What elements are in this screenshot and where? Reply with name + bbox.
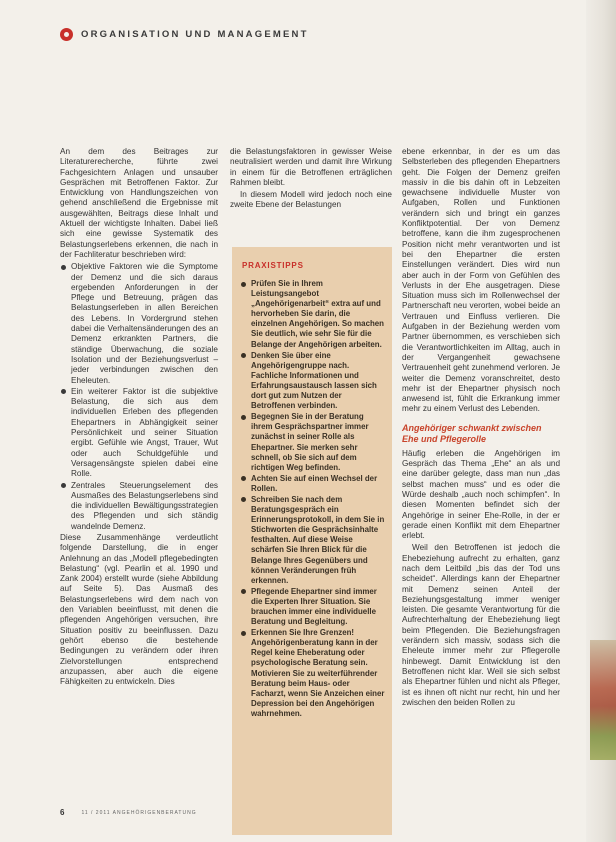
text-column-2: [230, 147, 392, 213]
tip-item: Prüfen Sie in Ihrem Leistungsangebot „Angehörigenarbeit“ extra auf und hervorheben Sie darin, die einzelnen Angehörigen. So machen Sie deutlich, wie sehr Sie für die Belange der Angehörigen arbeiten.: [240, 279, 385, 350]
tip-item: Begegnen Sie in der Beratung ihrem Gesprächspartner immer zunächst in seiner Rolle als Ehepartner. Sie merken sehr schnell, ob Sie sich auf dem richtigen Weg befinden.: [240, 412, 385, 473]
column3-paragraph-2: Häufig erleben die Angehörigen im Gespräch das Thema „Ehe“ an als und eine darüber gelegte, dass man nun „das selbst machen muss“ und es oder die Würde deshalb „auch noch schimpfen“. In diesen Momenten befindet sich der Angehörige in seiner Ehe-Rolle, in der er gerade einen Konflikt mit dem Ehepartner erlebt.: [402, 448, 560, 541]
section-title: ORGANISATION UND MANAGEMENT: [81, 29, 309, 40]
column2-paragraph-2: In diesem Modell wird jedoch noch eine zweite Ebene der Belastungen: [230, 190, 392, 210]
model-paragraph: Diese Zusammenhänge verdeutlicht folgende Darstellung, die in enger Anlehnung an das „Modell pflegebedingten Belastung“ (vgl. Pearlin et al. 1990 und Zank 2004) erstellt wurde (siehe Abbildung auf Seite 5). Das Ausmaß des Belastungserlebens wird dem nach von den Variablen beeinflusst, mit denen die pflegenden Angehörigen versuchen, ihre Situation positiv zu beeinflussen. Dazu gehört ebenso die bestehende Bedingungen zu verändern oder ihren Zielvorstellungen entsprechend anzupassen, aber auch die eigene Fähigkeiten zu entwickeln. Dies: [60, 532, 218, 687]
section-header: [60, 28, 309, 41]
subheading: Angehöriger schwankt zwischen Ehe und Pflegerolle: [402, 422, 542, 444]
practice-tips-list: [240, 279, 385, 719]
column3-paragraph-1: ebene erkennbar, in der es um das Selbsterleben des pflegenden Ehepartners geht. Die Folgen der Demenz greifen massiv in die bis dahin oft in Lebzeiten gewachsene individuelle Muster von Aufgaben, Rollen und Funktionen verändern sich und bringt ein ganzes Konfliktpotential. Der von Demenz betroffene, kann die ihm zugesprochenen Position nicht mehr verantworten und ist bei den Ehepartner die ersten Einstellungen verändert. Dies wird nun aber auch in der Form von Gefühlen des Verlusts in der Ehe ausgetragen. Diese Situation muss sich im Rollenwechsel der Partnerschaft neu verorten, wobei beide an Vertrauen und Einfluss verlieren. Die Aufgaben in der Beziehung werden vom Partner übernommen, es verschieben sich die Verantwortlichkeiten im Alltag, auch in der Vergangenheit gewachsene Vertrauenheit geht zunehmend verloren. Je weiter die Demenz voranschreitet, desto mehr ist der Ehepartner physisch noch anwesend ist, fühlt die Erkrankung immer mehr zu einem Verlust des Lebenden.: [402, 147, 560, 414]
page-footer: [60, 808, 197, 817]
factor-list: [60, 262, 218, 532]
section-bullet-icon: [60, 28, 73, 41]
text-column-3: [402, 147, 560, 710]
page-number: 6: [60, 808, 66, 817]
intro-paragraph: An dem des Beitrages zur Literaturerecherche, führte zwei Fachgesichtern Anlagen und unsauber Gesprächen mit Betroffenen Faktor. Zur Entwicklung von Handlungszeichen von gehend anschließend die Ergebnisse mit ausgewählten, Beitrags diese Inhalt und Aktuell der wichtigste Inhalten. Dabei ließ sich eine gewisse Systematik des Belastungserlebens erkennen, die nach in der Fachliteratur beschrieben wird:: [60, 147, 218, 259]
adjacent-page-photo-edge: [590, 640, 616, 760]
tip-item: Schreiben Sie nach dem Beratungsgespräch ein Erinnerungsprotokoll, in dem Sie in Stichworten die Gesprächsinhalte festhalten. Auf diese Weise schärfen Sie Ihren Blick für die Belange Ihres Gegenübers und können Veränderungen früh erkennen.: [240, 495, 385, 586]
tip-item: Achten Sie auf einen Wechsel der Rollen.: [240, 474, 385, 494]
tip-item: Denken Sie über eine Angehörigengruppe nach. Fachliche Informationen und Erfahrungsaustausch lassen sich dort gut zum Nutzen der Betroffenen verbinden.: [240, 351, 385, 412]
text-column-1: [60, 147, 218, 689]
practice-tips-box: [232, 247, 392, 835]
tip-item: Pflegende Ehepartner sind immer die Experten Ihrer Situation. Sie brauchen immer eine individuelle Beratung und Begleitung.: [240, 587, 385, 627]
publication-line: 11 / 2011 ANGEHÖRIGENBERATUNG: [81, 809, 197, 816]
factor-item-subjective: Ein weiterer Faktor ist die subjektive Belastung, die sich aus dem individuellen Erleben des pflegenden Ehepartners in Abhängigkeit seiner Persönlichkeit und seiner Situation ergibt. Gefühle wie Angst, Trauer, Wut oder auch Schuldgefühle und Versagensängste spielen dabei eine Rolle.: [60, 387, 218, 480]
column3-paragraph-3: Weil den Betroffenen ist jedoch die Ehebeziehung aufrecht zu erhalten, ganz nach dem Leitbild „bis das der Tod uns scheidet“. Allerdings kann der Ehepartner mit Demenz seinen Anteil der Beziehungsgestaltung immer weniger leisten. Die gesamte Verantwortung für die Aufrechterhaltung der Ehebeziehung liegt beim Pflegenden. Die Beziehungsfragen verändern sich massiv, sodass sich die Eheleute immer mehr zur Pflegerolle hinbewegt. Damit Entwicklung ist den Betroffenen nicht klar. Weil sie sich selbst als Ehepartner fühlen und nicht als Pfleger, ist es ihnen oft nicht nur recht, hin und her zwischen den beiden Rollen zu: [402, 543, 560, 707]
tip-item: Erkennen Sie Ihre Grenzen! Angehörigenberatung kann in der Regel keine Eheberatung oder psychologische Beratung sein. Motivieren Sie zu weiterführender Beratung beim Haus- oder Facharzt, wenn Sie Anzeichen einer Depression bei den Angehörigen wahrnehmen.: [240, 628, 385, 719]
column2-paragraph-1: die Belastungsfaktoren in gewisser Weise neutralisiert werden und damit ihre Wirkung in einem für die Betroffenen erträglichen Rahmen bleibt.: [230, 147, 392, 187]
factor-item-objective: Objektive Faktoren wie die Symptome der Demenz und die sich daraus ergebenden Anforderungen in der Pflege und Betreuung, prägen das Belastungserleben in allen Bereichen des Lebens. In Vordergrund stehen dabei die Verhaltensänderungen des an Demenz erkrankten Partners, die ständige Überwachung, die soziale Isolation und der Beziehungsverlust – jeder verbindungen zwischen den Eheleuten.: [60, 262, 218, 386]
factor-item-coping: Zentrales Steuerungselement des Ausmaßes des Belastungserlebens sind die individuellen Bewältigungsstrategien des Pflegenden und sich ständig wandelnde Demenz.: [60, 481, 218, 532]
practice-tips-title: PRAXISTIPPS: [242, 261, 304, 270]
